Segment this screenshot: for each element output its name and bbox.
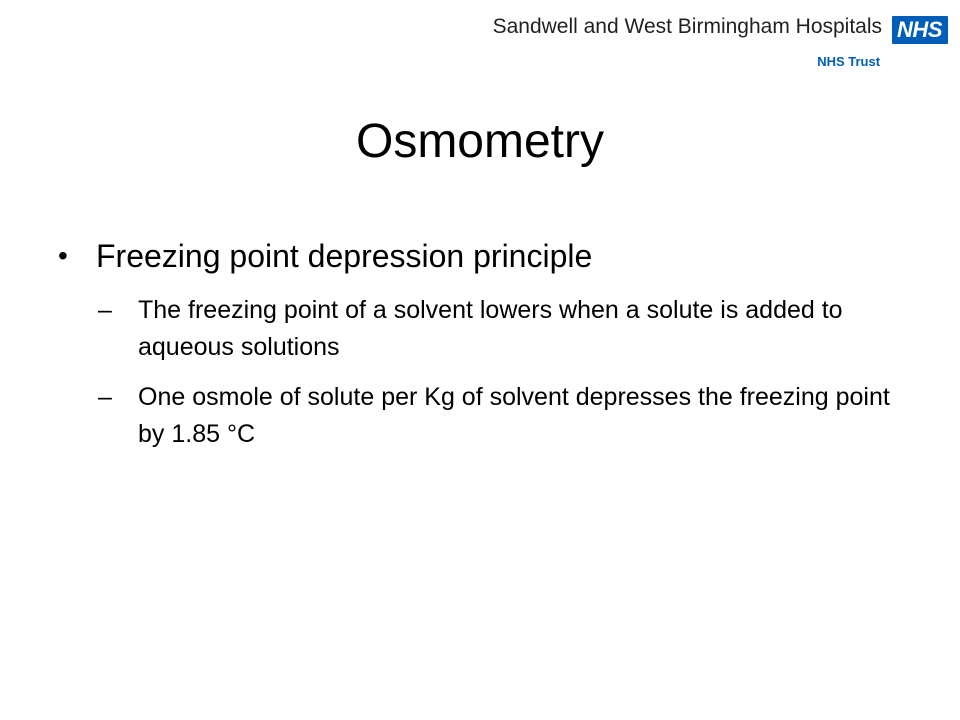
slide-content (58, 232, 918, 466)
sub-bullet-dash: – (98, 383, 112, 411)
sub-bullet-item (58, 292, 918, 366)
sub-bullet-dash: – (98, 296, 112, 324)
sub-bullet-list (58, 292, 918, 453)
bullet-text: Freezing point depression principle (96, 238, 593, 274)
bullet-item (58, 232, 918, 280)
organization-block (493, 14, 882, 70)
sub-bullet-item (58, 379, 918, 453)
sub-bullet-text: One osmole of solute per Kg of solvent depresses the freezing point by 1.85 °C (138, 383, 890, 448)
organization-subtitle: NHS Trust (817, 54, 881, 69)
organization-name: Sandwell and West Birmingham Hospitals (492, 15, 883, 38)
bullet-dot: • (58, 240, 68, 271)
nhs-logo: NHS (892, 16, 948, 44)
slide-title: Osmometry (355, 115, 604, 168)
sub-bullet-text: The freezing point of a solvent lowers when a solute is added to aqueous solutions (138, 296, 843, 361)
header (493, 14, 948, 70)
